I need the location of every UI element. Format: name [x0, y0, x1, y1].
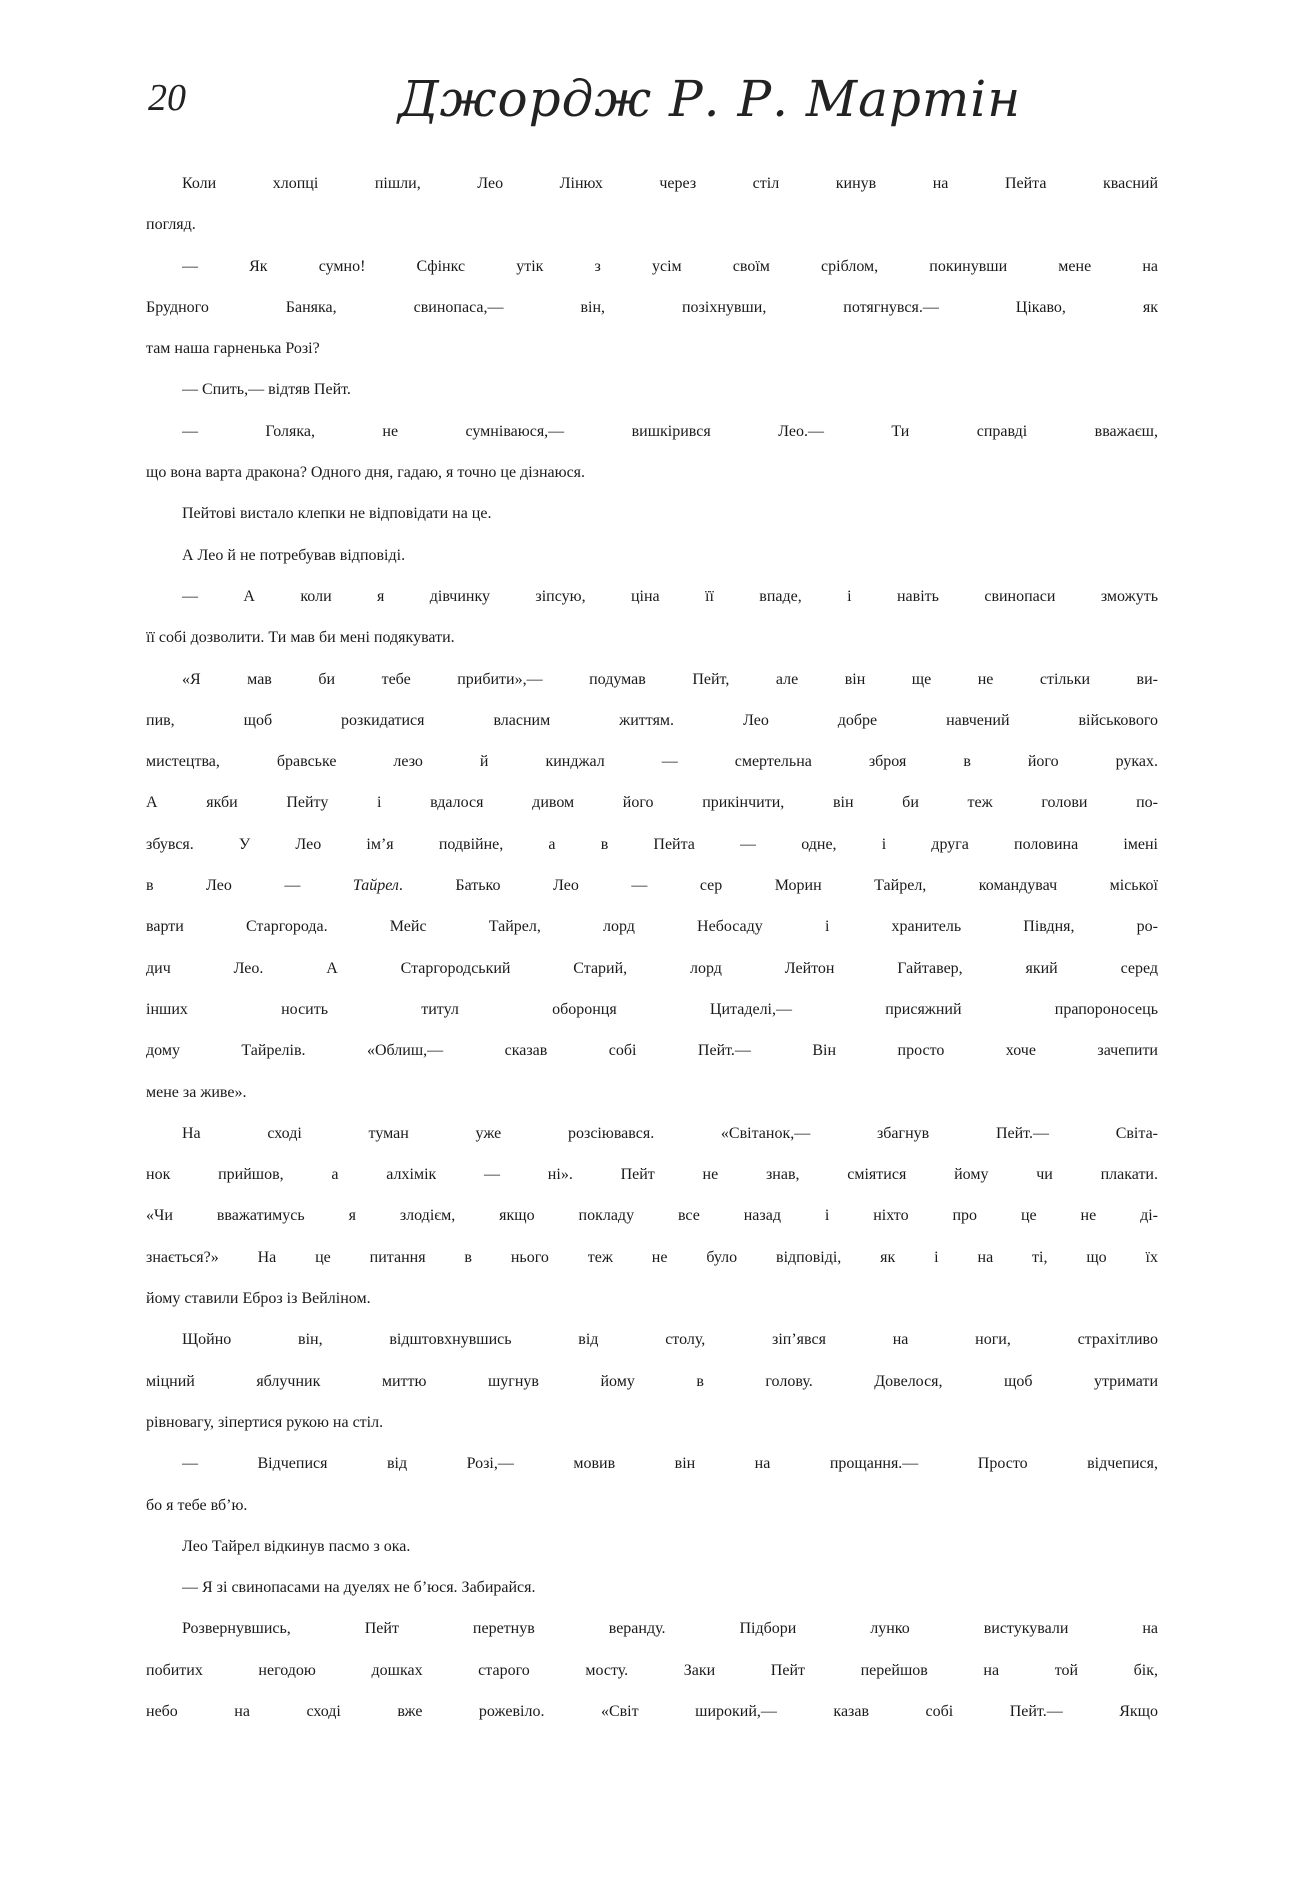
text-line-part: Коли хлопці пішли, Лео Лінюх через стіл кинув на Пейта квасний	[182, 175, 1158, 192]
text-line-part: пив, щоб розкидатися власним життям. Лео добре навчений військового	[146, 711, 1158, 729]
text-line-part: міцний яблучник миттю шугнув йому в голову. Довелося, щоб утримати	[146, 1372, 1158, 1390]
text-line	[182, 423, 1158, 464]
text-line-part: «Я мав би тебе прибити»,— подумав Пейт, але він ще не стільки ви-	[182, 670, 1158, 688]
text-line-part: в Лео —	[146, 877, 301, 895]
text-line-part: дому Тайрелів. «Облиш,— сказав собі Пейт.— Він просто хоче зачепити	[146, 1042, 1158, 1060]
text-line	[146, 629, 1158, 670]
text-line	[146, 960, 1158, 1001]
text-line-part: На сході туман уже розсіювався. «Світанок,— збагнув Пейт.— Світа-	[182, 1124, 1158, 1142]
text-line	[146, 1042, 1158, 1083]
text-line-part: інших носить титул оборонця Цитаделі,— присяжний прапороносець	[146, 1000, 1158, 1018]
text-line-part: «Чи вважатимусь я злодієм, якщо покладу все назад і ніхто про це не ді-	[146, 1207, 1158, 1225]
text-line-part: — Відчепися від Розі,— мовив він на прощання.— Просто відчепися,	[182, 1455, 1158, 1473]
text-line-part: мене за живе».	[146, 1083, 247, 1101]
text-line	[182, 381, 1158, 422]
text-line-part: дич Лео. А Старгородський Старий, лорд Лейтон Гайтавер, який серед	[146, 959, 1158, 977]
text-line	[146, 216, 1158, 257]
text-line-part: — Я зі свинопасами на дуелях не б’юся. Забирайся.	[182, 1579, 536, 1597]
running-head-author: Джордж Р. Р. Мартін	[398, 70, 1022, 128]
text-line-part: А якби Пейту і вдалося дивом його прикінчити, він би теж голови по-	[146, 794, 1158, 812]
text-line-part: знається?» На це питання в нього теж не було відповіді, як і на ті, що їх	[146, 1248, 1158, 1266]
page-header	[148, 72, 1158, 132]
text-line	[146, 1084, 1158, 1125]
text-line-part: . Батько Лео — сер Морин Тайрел, командувач міської	[398, 877, 1158, 895]
text-line	[146, 1166, 1158, 1207]
text-line-part: побитих негодою дошках старого мосту. Заки Пейт перейшов на той бік,	[146, 1661, 1158, 1679]
text-line	[146, 1207, 1158, 1248]
text-line-part: небо на сході вже рожевіло. «Світ широкий,— казав собі Пейт.— Якщо	[146, 1702, 1158, 1720]
italic-name: Тайрел	[352, 877, 399, 895]
text-line-part: збувся. У Лео ім’я подвійне, а в Пейта — одне, і друга половина імені	[146, 835, 1158, 853]
text-line	[146, 1001, 1158, 1042]
text-line-part: рівновагу, зіпертися рукою на стіл.	[146, 1413, 384, 1431]
text-line-part: — Як сумно! Сфінкс утік з усім своїм сріблом, покинувши мене на	[182, 257, 1158, 275]
text-line	[146, 753, 1158, 794]
text-line	[146, 1662, 1158, 1703]
text-line-part: — Голяка, не сумніваюся,— вишкірився Лео.— Ти справді вважаєш,	[182, 422, 1158, 440]
text-line	[182, 1331, 1158, 1372]
text-line-part: її собі дозволити. Ти мав би мені подякувати.	[146, 629, 455, 647]
text-line	[146, 1290, 1158, 1331]
text-line	[182, 1125, 1158, 1166]
text-line	[182, 258, 1158, 299]
text-line-part: йому ставили Еброз із Вейліном.	[146, 1290, 371, 1308]
text-line-part: Розвернувшись, Пейт перетнув веранду. Підбори лунко вистукували на	[182, 1620, 1158, 1638]
text-line	[146, 877, 1158, 918]
text-line	[146, 464, 1158, 505]
text-line	[146, 918, 1158, 959]
text-line	[146, 1249, 1158, 1290]
page-number: 20	[148, 77, 186, 119]
text-line	[182, 547, 1158, 588]
text-line-part: нок прийшов, а алхімік — ні». Пейт не знав, сміятися йому чи плакати.	[146, 1166, 1158, 1184]
text-line	[182, 671, 1158, 712]
text-line-part: Лео Тайрел відкинув пасмо з ока.	[182, 1537, 411, 1555]
text-line-part: варти Старгорода. Мейс Тайрел, лорд Небосаду і хранитель Півдня, ро-	[146, 918, 1158, 936]
text-line	[182, 1538, 1158, 1579]
text-line	[182, 505, 1158, 546]
text-line	[182, 1455, 1158, 1496]
text-line-part: — Спить,— відтяв Пейт.	[182, 381, 351, 399]
text-line-part: Пейтові вистало клепки не відповідати на це.	[182, 505, 492, 523]
text-line	[182, 1579, 1158, 1620]
text-line-part: мистецтва, бравське лезо й кинджал — смертельна зброя в його руках.	[146, 753, 1158, 771]
text-line	[146, 1703, 1158, 1744]
text-line	[182, 1620, 1158, 1661]
text-line-part: Щойно він, відштовхнувшись від столу, зіп’явся на ноги, страхітливо	[182, 1331, 1158, 1349]
text-line-part: — А коли я дівчинку зіпсую, ціна її впаде, і навіть свинопаси зможуть	[182, 587, 1158, 605]
text-line	[146, 836, 1158, 877]
text-line-part: що вона варта дракона? Одного дня, гадаю, я точно це дізнаюся.	[146, 464, 586, 482]
text-line-part: Брудного Баняка, свинопаса,— він, позіхнувши, потягнувся.— Цікаво, як	[146, 298, 1158, 316]
text-line-part: там наша гарненька Розі?	[146, 340, 320, 358]
text-line	[146, 1373, 1158, 1414]
text-line	[146, 299, 1158, 340]
text-line-part: погляд.	[146, 216, 196, 234]
text-line-part: А Лео й не потребував відповіді.	[182, 546, 406, 564]
text-line-part: бо я тебе вб’ю.	[146, 1496, 248, 1514]
text-line	[146, 340, 1158, 381]
body-text	[146, 175, 1158, 1744]
text-line	[146, 1414, 1158, 1455]
text-line	[146, 794, 1158, 835]
text-line	[146, 712, 1158, 753]
text-line	[182, 588, 1158, 629]
text-line	[182, 175, 1158, 216]
text-line	[146, 1497, 1158, 1538]
